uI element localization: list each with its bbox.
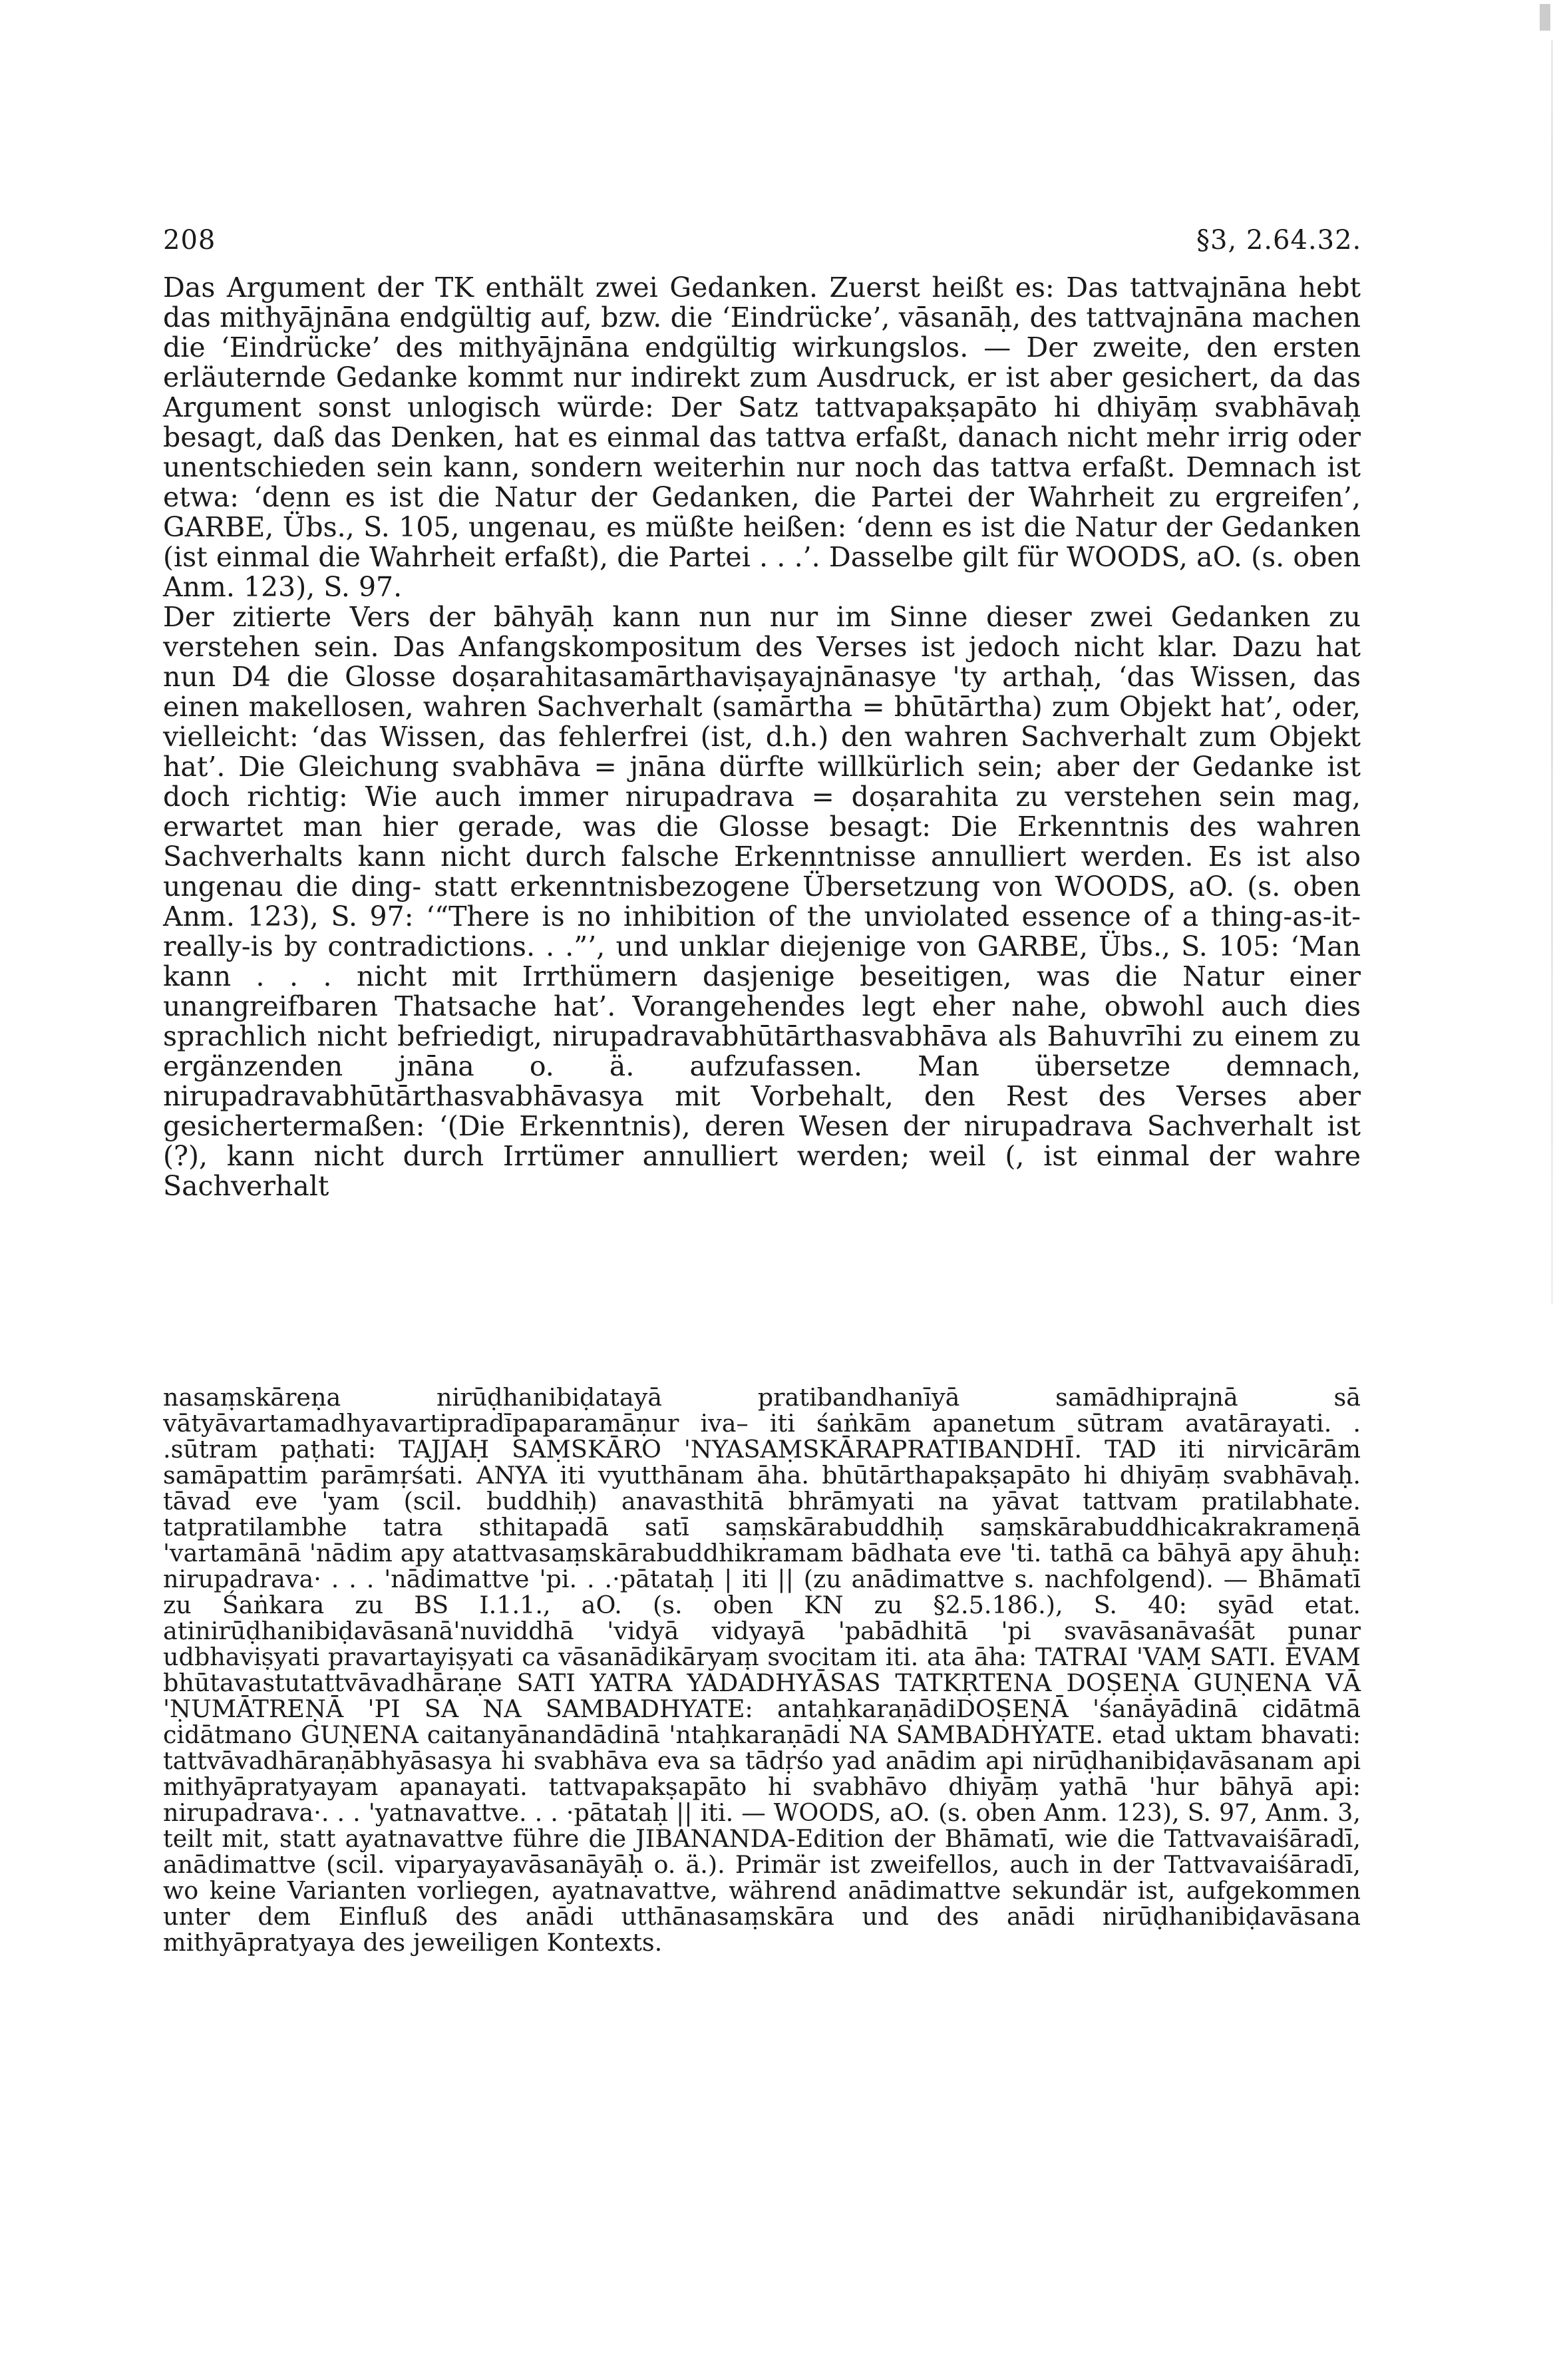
scan-edge-line xyxy=(1551,40,1553,1304)
footnote-paragraph: nasaṃskāreṇa nirūḍhanibiḍatayā pratibandhanīyā samādhiprajnā sā vātyāvartamadhyavartipradīpaparamāṇur iva– iti śaṅkām apanetum sūtram avatārayati. . .sūtram paṭhati: TAJJAḤ SAṂSKĀRO 'NYASAṂSKĀRAPRATIBANDHĪ. TAD iti nirvicārām samāpattim parāmṛśati. ANYA iti vyutthānam āha. bhūtārthapakṣapāto hi dhiyāṃ svabhāvaḥ. tāvad eve 'yam (scil. buddhiḥ) anavasthitā bhrāmyati na yāvat tattvam pratilabhate. tatpratilambhe tatra sthitapadā satī saṃskārabuddhiḥ saṃskārabuddhicakrakrameṇā 'vartamānā 'nādim apy atattvasaṃskārabuddhikramam bādhata eve 'ti. tathā ca bāhyā apy āhuḥ: nirupadrava· . . . 'nādimattve 'pi. . .·pātataḥ | iti || (zu anādimattve s. nachfolgend). — Bhāmatī zu Śaṅkara zu BS I.1.1., aO. (s. oben KN zu §2.5.186.), S. 40: syād etat. atinirūḍhanibiḍavāsanā'nuviddhā 'vidyā vidyayā 'pabādhitā 'pi svavāsanāvaśāt punar udbhaviṣyati pravartayiṣyati ca vāsanādikāryaṃ svocitam iti. ata āha: TATRAI 'VAṂ SATI. EVAM bhūtavastutattvāvadhāraṇe SATI YATRA YADADHYĀSAS TATKṚTENA DOṢEṆA GUṆENA VĀ 'ṆUMĀTREṆĀ 'PI SA NA SAMBADHYATE: antaḥkaraṇādiDOṢEṆĀ 'śanāyādinā cidātmā cidātmano GUṆENA caitanyānandādinā 'ntaḥkaraṇādi NA SAMBADHYATE. etad uktam bhavati: tattvāvadhāraṇābhyāsasya hi svabhāva eva sa tādṛśo yad anādim api nirūḍhanibiḍavāsanam api mithyāpratyayam apanayati. tattvapakṣapāto hi svabhāvo dhiyāṃ yathā 'hur bāhyā api: nirupadrava·. . . 'yatnavattve. . . ·pātataḥ || iti. — WOODS, aO. (s. oben Anm. 123), S. 97, Anm. 3, teilt mit, statt ayatnavattve führe die JIBANANDA-Edition der Bhāmatī, wie die Tattvavaiśāradī, anādimattve (scil. viparyayavāsanāyāḥ o. ä.). Primär ist zweifellos, auch in der Tattvavaiśāradī, wo keine Varianten vorliegen, ayatnavattve, während anādimattve sekundär ist, aufgekommen unter dem Einfluß des anādi utthānasaṃskāra und des anādi nirūḍhanibiḍavāsana mithyāpratyaya des jeweiligen Kontexts. xyxy=(163,1383,1361,1957)
page-number: 208 xyxy=(163,225,216,256)
main-body-text xyxy=(163,273,1361,1201)
paragraph: Der zitierte Vers der bāhyāḥ kann nun nur im Sinne dieser zwei Gedanken zu verstehen sein. Das Anfangskompositum des Verses ist jedoch nicht klar. Dazu hat nun D4 die Glosse doṣarahitasamārthaviṣayajnānasye 'ty arthaḥ, ‘das Wissen, das einen makellosen, wahren Sachverhalt (samārtha = bhūtārtha) zum Objekt hat’, oder, vielleicht: ‘das Wissen, das fehlerfrei (ist, d.h.) den wahren Sachverhalt zum Objekt hat’. Die Gleichung svabhāva = jnāna dürfte willkürlich sein; aber der Gedanke ist doch richtig: Wie auch immer nirupadrava = doṣarahita zu verstehen sein mag, erwartet man hier gerade, was die Glosse besagt: Die Erkenntnis des wahren Sachverhalts kann nicht durch falsche Erkenntnisse annulliert werden. Es ist also ungenau die ding- statt erkenntnisbezogene Übersetzung von WOODS, aO. (s. oben Anm. 123), S. 97: ‘“There is no inhibition of the unviolated essence of a thing-as-it-really-is by contradictions. . .”’, und unklar diejenige von GARBE, Übs., S. 105: ‘Man kann . . . nicht mit Irrthümern dasjenige beseitigen, was die Natur einer unangreifbaren Thatsache hat’. Vorangehendes legt eher nahe, obwohl auch dies sprachlich nicht befriedigt, nirupadravabhūtārthasvabhāva als Bahuvrīhi zu einem zu ergänzenden jnāna o. ä. aufzufassen. Man übersetze demnach, nirupadravabhūtārthasvabhāvasya mit Vorbehalt, den Rest des Verses aber gesichertermaßen: ‘(Die Erkenntnis), deren Wesen der nirupadrava Sachverhalt ist (?), kann nicht durch Irrtümer annulliert werden; weil (, ist einmal der wahre Sachverhalt xyxy=(163,601,1361,1202)
paragraph: Das Argument der TK enthält zwei Gedanken. Zuerst heißt es: Das tattvajnāna hebt das mithyājnāna endgültig auf, bzw. die ‘Eindrücke’, vāsanāḥ, des tattvajnāna machen die ‘Eindrücke’ des mithyājnāna endgültig wirkungslos. — Der zweite, den ersten erläuternde Gedanke kommt nur indirekt zum Ausdruck, er ist aber gesichert, da das Argument sonst unlogisch würde: Der Satz tattvapakṣapāto hi dhiyāṃ svabhāvaḥ besagt, daß das Denken, hat es einmal das tattva erfaßt, danach nicht mehr irrig oder unentschieden sein kann, sondern weiterhin nur noch das tattva erfaßt. Demnach ist etwa: ‘denn es ist die Natur der Gedanken, die Partei der Wahrheit zu ergreifen’, GARBE, Übs., S. 105, ungenau, es müßte heißen: ‘denn es ist die Natur der Gedanken (ist einmal die Wahrheit erfaßt), die Partei . . .’. Dasselbe gilt für WOODS, aO. (s. oben Anm. 123), S. 97. xyxy=(163,272,1361,603)
section-reference: §3, 2.64.32. xyxy=(1196,225,1362,256)
footnote-text xyxy=(163,1384,1361,1955)
scan-mark xyxy=(1540,4,1550,31)
